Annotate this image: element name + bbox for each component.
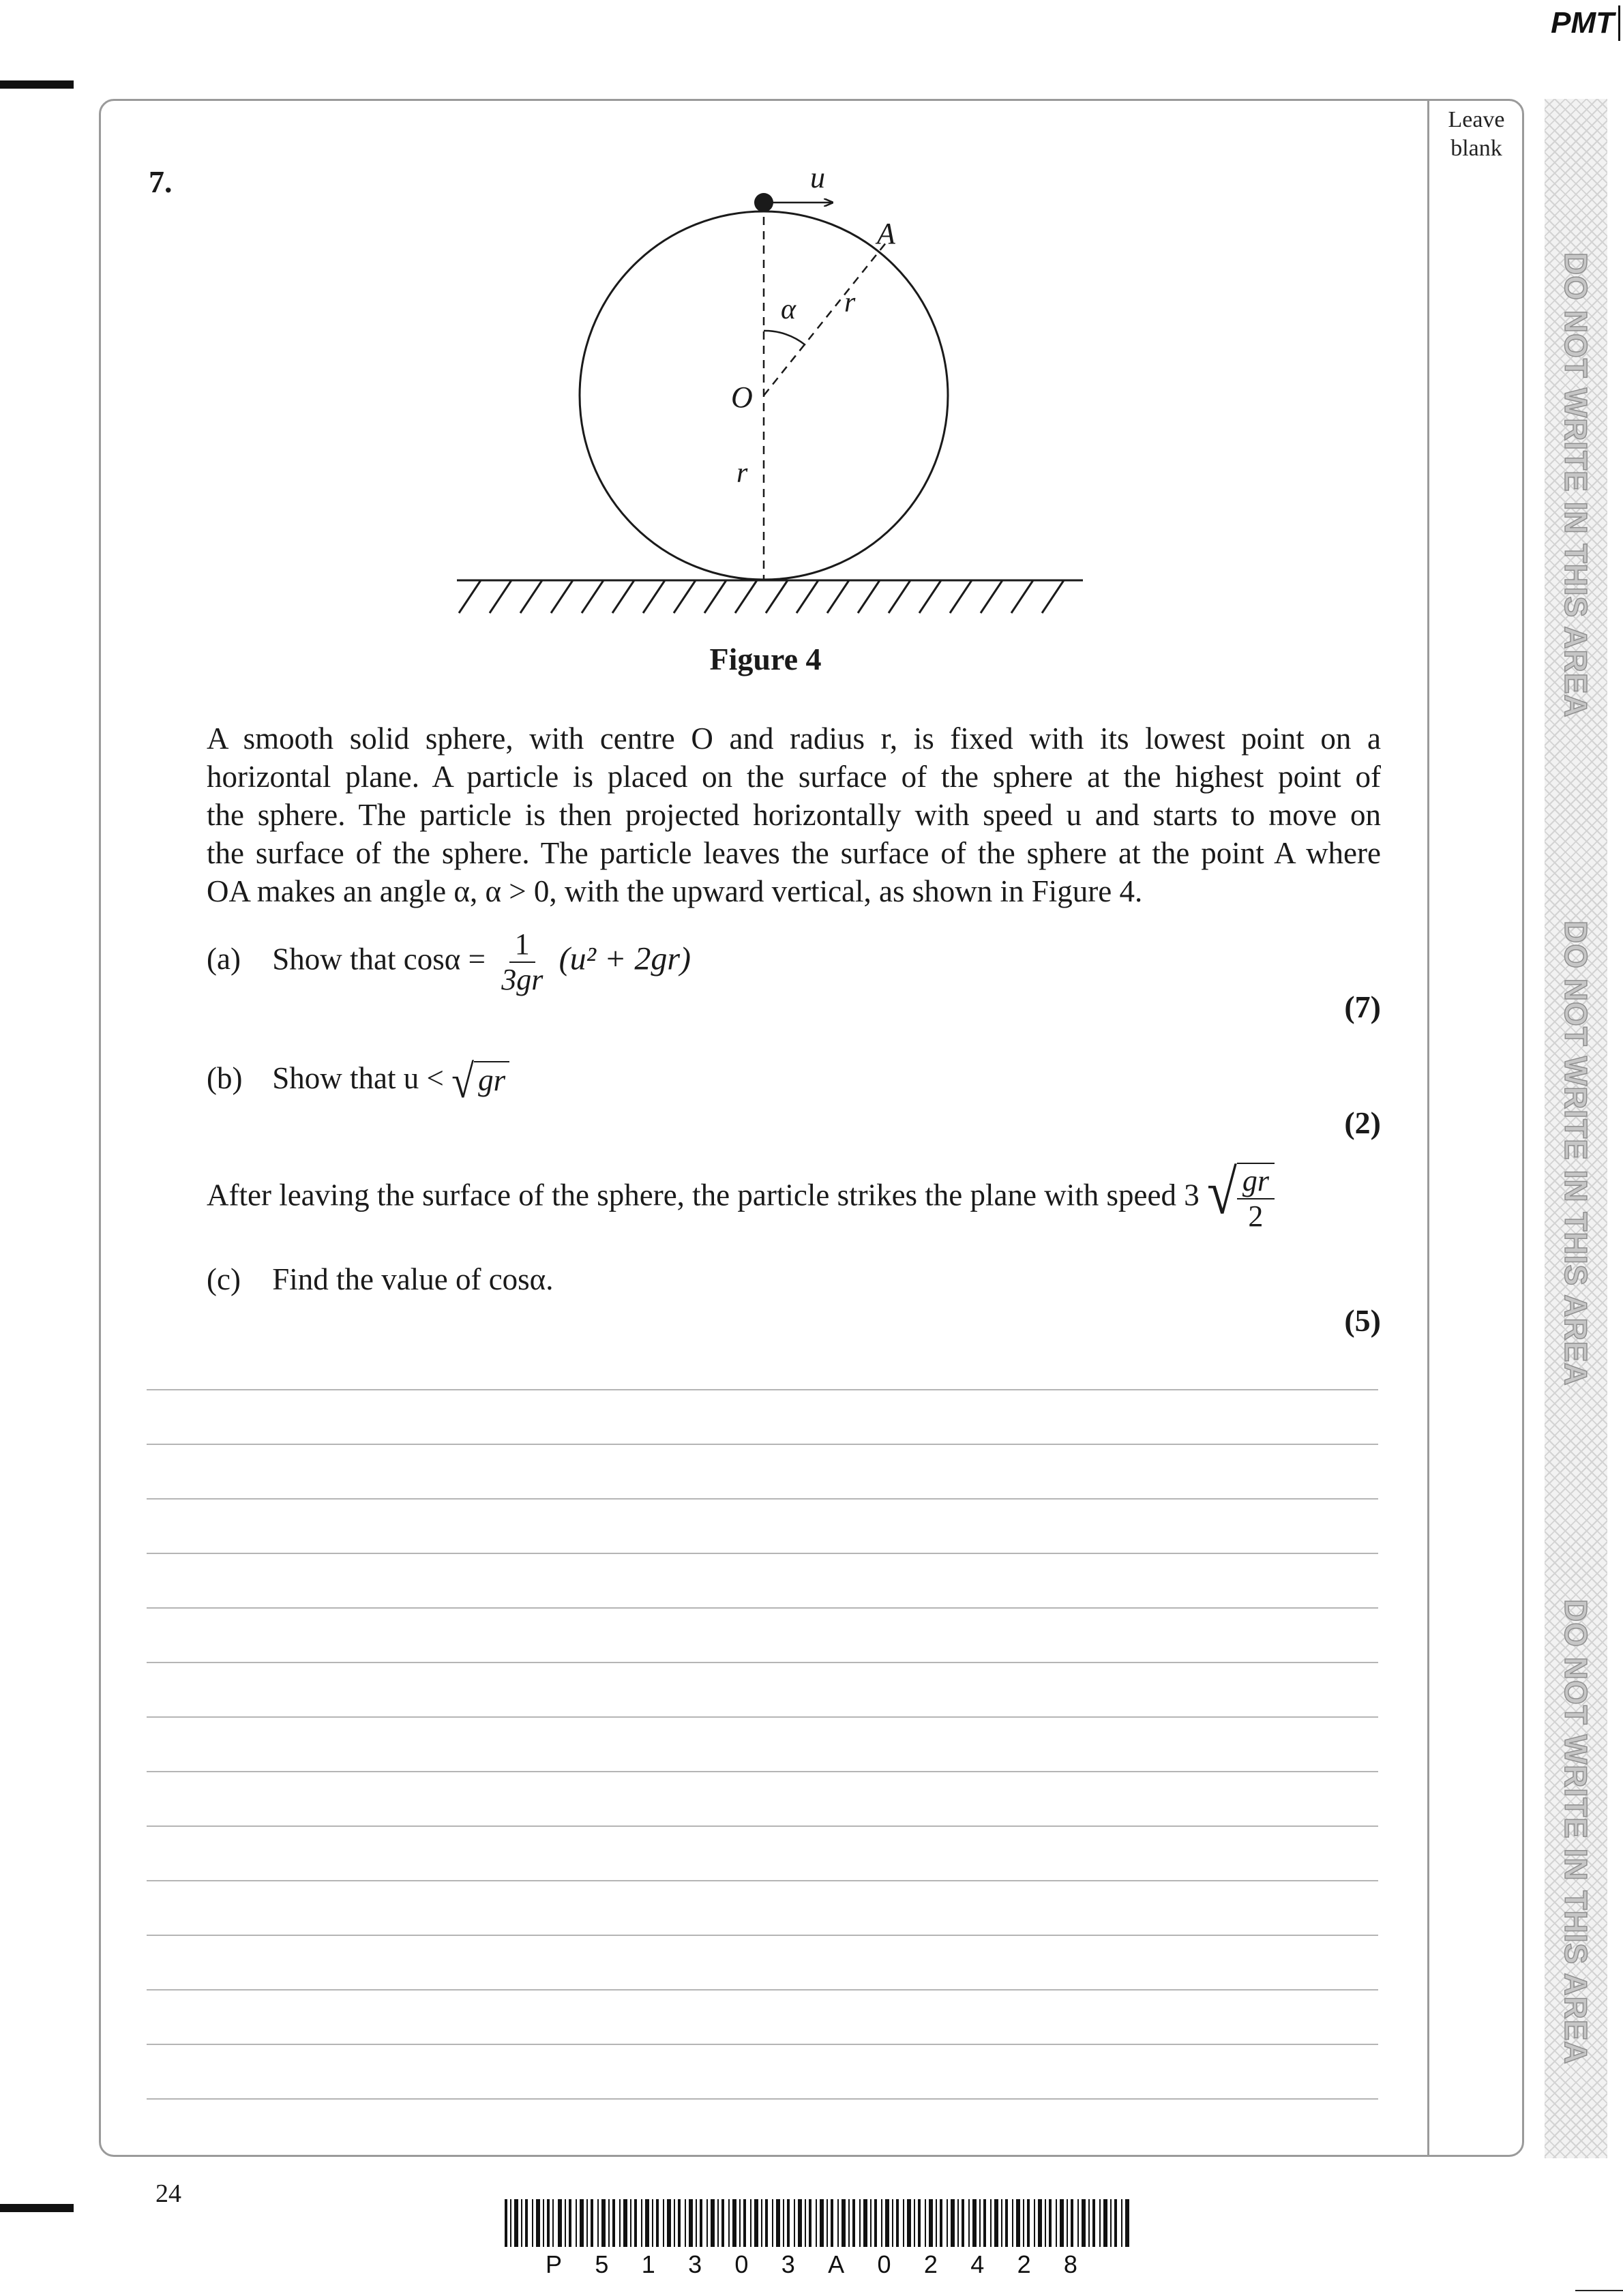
barcode-digit: A [828,2250,845,2278]
do-not-write-warning: DO NOT WRITE IN THIS AREA [1558,1599,1594,2065]
fraction-denominator: 3gr [501,963,544,996]
barcode-digit: 0 [877,2250,891,2278]
after-leaving-sentence: After leaving the surface of the sphere, the particle strikes the plane with speed 3 [207,1178,1200,1212]
figure-caption: Figure 4 [709,642,822,676]
part-a-expression: (u² + 2gr) [559,940,691,977]
barcode-digit: 3 [781,2250,795,2278]
barcode-digit: 2 [923,2250,938,2278]
answer-line[interactable] [147,1989,1378,1991]
label-o: O [731,381,753,414]
part-c-marks: (5) [1344,1303,1381,1338]
do-not-write-strip [1545,99,1607,2158]
angle-arc [764,331,805,345]
part-a-fraction [497,927,547,997]
paragraph-line: A smooth solid sphere, with centre O and radius r, is fixed with its lowest point on a [207,721,1381,756]
leave-blank-label: Leave blank [1448,107,1505,161]
page-number: 24 [155,2179,181,2208]
barcode-digit: 5 [595,2250,609,2278]
label-r-upper: r [844,287,856,318]
answer-line[interactable] [147,2044,1378,2045]
part-a-label: (a) [207,942,241,976]
fraction-denominator: 2 [1248,1199,1264,1233]
answer-line[interactable] [147,1607,1378,1609]
part-c-text: Find the value of cosα. [272,1262,554,1296]
sqrt-sign: √ [1206,1158,1237,1227]
barcode [505,2199,1132,2247]
answer-line[interactable] [147,1389,1378,1390]
barcode-digit: 3 [688,2250,702,2278]
barcode-digit: 8 [1063,2250,1077,2278]
registration-bar-bottom [0,2204,74,2212]
margin-divider [1427,100,1429,2156]
barcode-digit: P [546,2250,563,2278]
paragraph-line: the surface of the sphere. The particle leaves the surface of the sphere at the point A where [207,836,1381,870]
part-b-text: Show that u < [272,1061,444,1095]
barcode-digit: 1 [641,2250,655,2278]
pmt-watermark: PMT [1551,5,1620,41]
part-a [207,927,691,997]
answer-line[interactable] [147,2098,1378,2100]
corner-mark [1575,2290,1623,2291]
barcode-digit: 4 [970,2250,985,2278]
answer-line[interactable] [147,1880,1378,1881]
answer-line[interactable] [147,1662,1378,1663]
part-a-marks: (7) [1344,989,1381,1024]
paragraph-line: the sphere. The particle is then projected horizontally with speed u and starts to move on [207,798,1381,832]
ground-hatching [459,580,1064,613]
label-u: u [810,161,825,194]
barcode-digit: 2 [1017,2250,1031,2278]
sqrt-sign: √ [451,1055,475,1107]
label-a: A [877,217,895,250]
sqrt-radicand: gr [474,1061,509,1102]
part-b-sqrt [451,1055,509,1107]
answer-line[interactable] [147,1825,1378,1827]
barcode-digits [546,2250,1077,2279]
answer-line[interactable] [147,1771,1378,1772]
label-r-lower: r [736,458,748,489]
barcode-digit: 0 [734,2250,749,2278]
do-not-write-warning: DO NOT WRITE IN THIS AREA [1558,921,1594,1386]
part-b-label: (b) [207,1061,243,1095]
part-b-marks: (2) [1344,1105,1381,1140]
label-alpha: α [781,294,796,325]
registration-bar-top [0,80,74,89]
speed-sqrt [1206,1158,1275,1234]
part-a-text: Show that cosα = [272,942,486,976]
figure-4-diagram [436,160,1091,631]
fraction-numerator: 1 [509,927,535,963]
do-not-write-warning: DO NOT WRITE IN THIS AREA [1558,252,1594,718]
answer-line[interactable] [147,1444,1378,1445]
answer-line[interactable] [147,1935,1378,1936]
part-b [207,1055,509,1107]
part-c-label: (c) [207,1262,241,1296]
paragraph-line: horizontal plane. A particle is placed on the surface of the sphere at the highest point of [207,760,1381,794]
answer-line[interactable] [147,1553,1378,1554]
speed-fraction [1237,1163,1275,1234]
after-leaving-text [207,1158,1275,1234]
question-number: 7. [149,164,173,199]
part-c [207,1262,554,1297]
paragraph-line: OA makes an angle α, α > 0, with the upward vertical, as shown in Figure 4. [207,874,1143,908]
question-paragraph [207,719,1381,910]
answer-line[interactable] [147,1716,1378,1718]
fraction-numerator: gr [1237,1164,1275,1199]
answer-line[interactable] [147,1498,1378,1500]
